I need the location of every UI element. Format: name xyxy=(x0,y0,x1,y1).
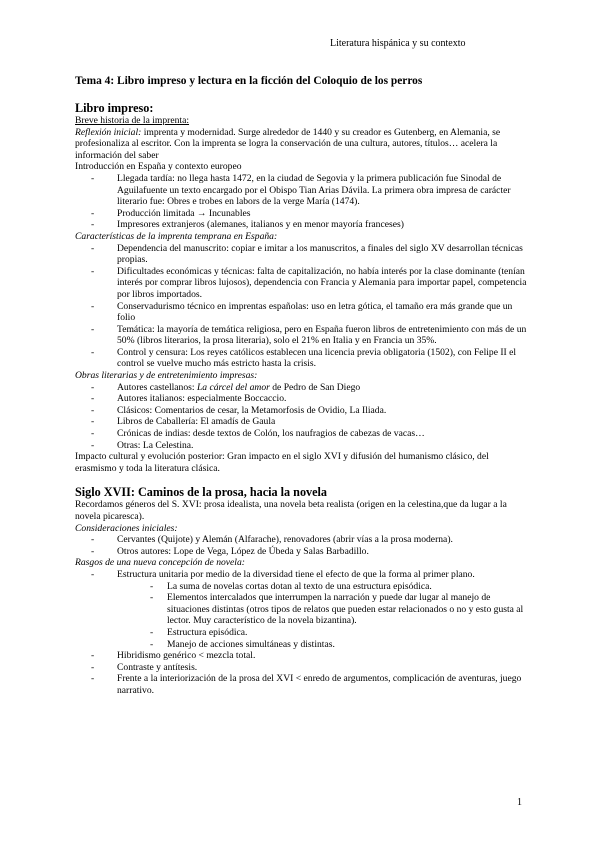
list-item: - Control y censura: Los reyes católicos establecen una licencia previa obligatoria (1502), con Felipe II el control se vuelve mucho más estricto hasta la crisis. xyxy=(117,347,530,370)
list-item: - Libros de Caballería: El amadís de Gaula xyxy=(117,416,530,428)
sub-list-item: - Manejo de acciones simultáneas y distintas. xyxy=(167,639,530,651)
list-item: - Hibridismo genérico < mezcla total. xyxy=(117,650,530,662)
list-item: - Frente a la interiorización de la prosa del XVI < enredo de argumentos, complicación de aventuras, juego narrativo. xyxy=(117,673,530,696)
list-item: - Dificultades económicas y técnicas: falta de capitalización, no había interés por la clase dominante (tenían interés por comprar libros lujosos), dependencia con Francia y Alemania para importar papel, competencia por libros importados. xyxy=(117,266,530,301)
works-first-prefix: Autores castellanos: xyxy=(117,381,197,393)
list-item: - Contraste y antítesis. xyxy=(117,662,530,674)
list-item: - Cervantes (Quijote) y Alemán (Alfarache), renovadores (abrir vías a la prosa moderna). xyxy=(117,534,530,546)
reflection-label: Reflexión inicial: xyxy=(75,126,142,138)
works-first-title: La cárcel del amor xyxy=(196,381,270,393)
intro-heading: Introducción en España y contexto europeo xyxy=(75,161,242,173)
considerations-heading: Consideraciones iniciales: xyxy=(75,522,178,534)
document-title: Tema 4: Libro impreso y lectura en la ficción del Coloquio de los perros xyxy=(75,75,423,87)
list-item: - Producción limitada → Incunables xyxy=(117,208,530,220)
traits-first-text: Estructura unitaria por medio de la diversidad tiene el efecto de que la forma al primer plano. xyxy=(117,568,475,580)
siglo-intro-paragraph: Recordamos géneros del S. XVI: prosa idealista, una novela beta realista (origen en la celestina,que da lugar a la novela picaresca). xyxy=(75,499,507,522)
list-item: - Conservadurismo técnico en imprentas españolas: uso en letra gótica, el tamaño era más grande que un folio xyxy=(117,301,530,324)
list-item: - Autores italianos: especialmente Boccaccio. xyxy=(117,393,530,405)
page-number: 1 xyxy=(517,797,522,808)
considerations-list xyxy=(75,534,530,557)
history-subheading: Breve historia de la imprenta: xyxy=(75,115,190,126)
list-item: - Dependencia del manuscrito: copiar e imitar a los manuscritos, a finales del siglo XV desarrollan técnicas propias. xyxy=(117,243,530,266)
sub-list-item: - Estructura episódica. xyxy=(167,627,530,639)
characteristics-list xyxy=(75,243,530,371)
traits-list xyxy=(75,569,530,697)
section-heading-libro-impreso: Libro impreso: xyxy=(75,101,154,115)
list-item: - Crónicas de indias: desde textos de Colón, los naufragios de cabezas de vacas… xyxy=(117,428,530,440)
list-item: - Impresores extranjeros (alemanes, italianos y en menor mayoría franceses) xyxy=(117,219,530,231)
traits-sublist xyxy=(117,581,530,651)
works-list xyxy=(75,382,530,452)
works-first-suffix: de Pedro de San Diego xyxy=(269,381,361,393)
reflection-paragraph xyxy=(75,127,530,162)
sub-list-item: - Elementos intercalados que interrumpen la narración y puede dar lugar al manejo de situaciones distintas (otros tipos de relatos que pueden estar relacionados o no y esto gusta al lector. Muy característico de la novela bizantina). xyxy=(167,592,530,627)
characteristics-heading: Características de la imprenta temprana en España: xyxy=(75,230,278,242)
list-item: - Llegada tardía: no llega hasta 1472, en la ciudad de Segovia y la primera publicación fue Sinodal de Aguilafuente un texto encargado por el Obispo Tian Arias Dávila. La primera obra impresa de carácter literario fue: Obres e trobes en labors de la verge María (1474). xyxy=(117,173,530,208)
reflection-text: imprenta y modernidad. Surge alrededor de 1440 y su creador es Gutenberg, en Alemania, se profesionaliza al escritor. Con la imprenta se logra la conservación de una cultura, autores, títulos… acelera la información del saber xyxy=(75,126,501,161)
list-item: - Clásicos: Comentarios de cesar, la Metamorfosis de Ovidio, La Iliada. xyxy=(117,405,530,417)
section-heading-siglo-xvii: Siglo XVII: Caminos de la prosa, hacia la novela xyxy=(75,485,328,500)
impact-paragraph: Impacto cultural y evolución posterior: Gran impacto en el siglo XVI y difusión del humanismo clásico, del erasmismo y toda la literatura clásica. xyxy=(75,451,489,474)
list-item: - Otras: La Celestina. xyxy=(117,440,530,452)
traits-heading: Rasgos de una nueva concepción de novela: xyxy=(75,557,245,569)
running-header: Literatura hispánica y su contexto xyxy=(330,38,466,49)
list-item xyxy=(117,569,530,650)
list-item xyxy=(117,382,530,394)
sub-list-item: - La suma de novelas cortas dotan al texto de una estructura episódica. xyxy=(167,581,530,593)
document-body xyxy=(75,74,530,697)
works-heading: Obras literarias y de entretenimiento impresas: xyxy=(75,370,258,382)
intro-list xyxy=(75,173,530,231)
list-item: - Temática: la mayoría de temática religiosa, pero en España fueron libros de entretenimiento con más de un 50% (libros literarios, la prosa literaria), solo el 21% en Italia y en Francia un 35%. xyxy=(117,324,530,347)
list-item: - Otros autores: Lope de Vega, López de Úbeda y Salas Barbadillo. xyxy=(117,546,530,558)
